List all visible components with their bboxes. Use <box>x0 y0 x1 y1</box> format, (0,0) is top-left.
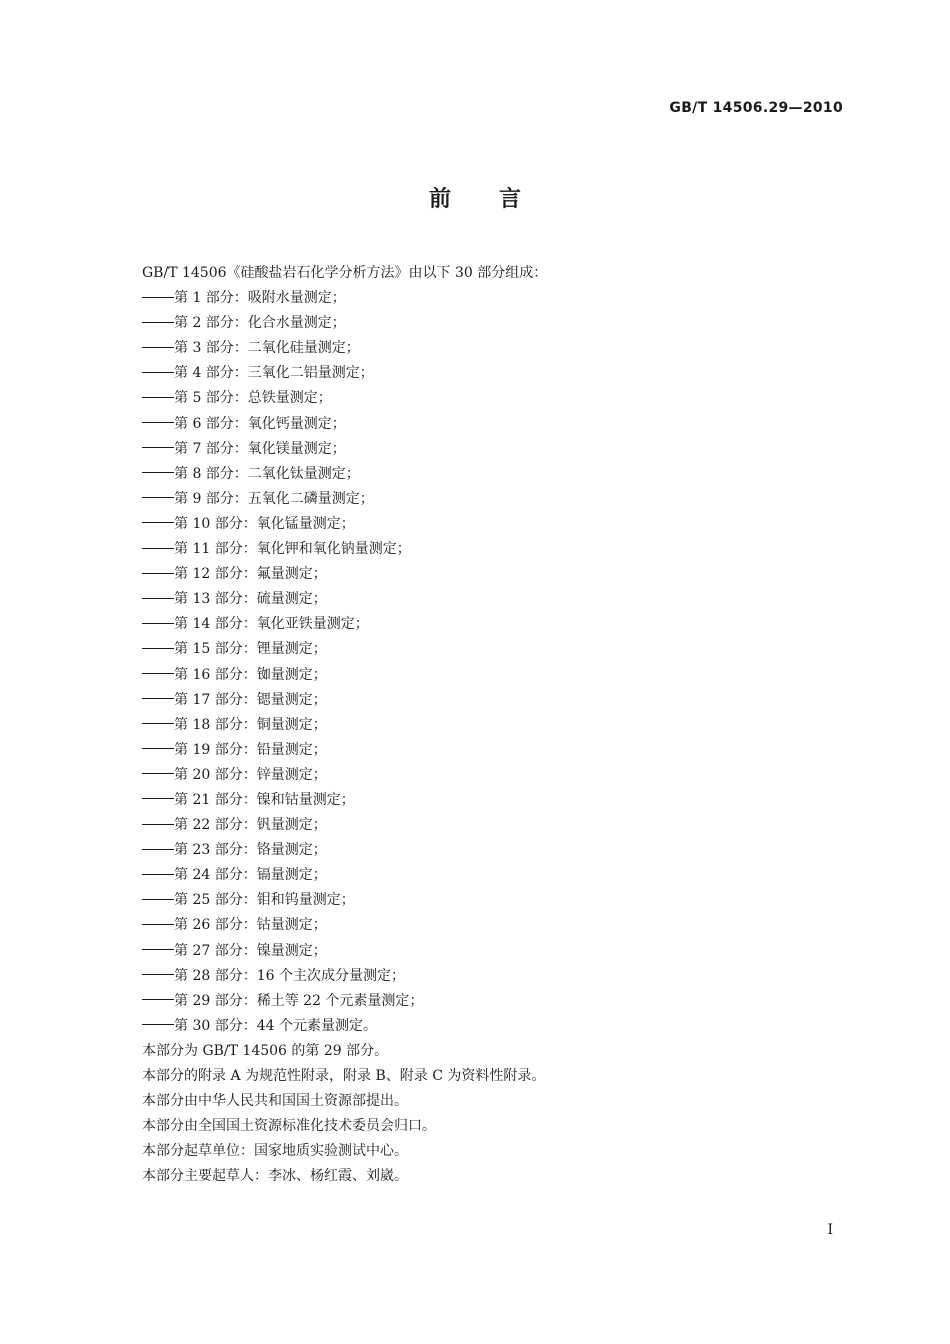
part-item-text: 第 13 部分：硫量测定； <box>174 591 327 608</box>
part-item <box>142 462 842 487</box>
part-item-text: 第 22 部分：钒量测定； <box>174 817 327 834</box>
standard-code: GB/T 14506.29—2010 <box>669 100 843 116</box>
part-item <box>142 612 842 637</box>
dash-bullet <box>142 297 174 298</box>
part-item <box>142 964 842 989</box>
note-line: 本部分为 GB/T 14506 的第 29 部分。 <box>142 1042 389 1059</box>
dash-bullet <box>142 899 174 900</box>
part-item-text: 第 20 部分：锌量测定； <box>174 766 327 783</box>
part-item-text: 第 21 部分：镍和钴量测定； <box>174 791 355 808</box>
dash-bullet <box>142 347 174 348</box>
part-item-text: 第 23 部分：铬量测定； <box>174 842 327 859</box>
dash-bullet <box>142 422 174 423</box>
part-item <box>142 738 842 763</box>
note-line: 本部分由中华人民共和国国土资源部提出。 <box>142 1093 408 1110</box>
dash-bullet <box>142 974 174 975</box>
dash-bullet <box>142 773 174 774</box>
page-title: 前言 <box>428 187 569 212</box>
foreword-body <box>142 261 842 1189</box>
part-item <box>142 386 842 411</box>
part-item-text: 第 1 部分：吸附水量测定； <box>174 290 346 307</box>
dash-bullet <box>142 999 174 1000</box>
part-item-text: 第 26 部分：钴量测定； <box>174 917 327 934</box>
dash-bullet <box>142 824 174 825</box>
part-item-text: 第 2 部分：化合水量测定； <box>174 315 346 332</box>
dash-bullet <box>142 748 174 749</box>
dash-bullet <box>142 798 174 799</box>
part-item <box>142 336 842 361</box>
part-item <box>142 663 842 688</box>
dash-bullet <box>142 723 174 724</box>
part-item <box>142 913 842 938</box>
part-item <box>142 713 842 738</box>
part-item-text: 第 27 部分：镍量测定； <box>174 942 327 959</box>
dash-bullet <box>142 548 174 549</box>
dash-bullet <box>142 874 174 875</box>
part-item-text: 第 16 部分：铷量测定； <box>174 666 327 683</box>
dash-bullet <box>142 573 174 574</box>
parts-list <box>142 286 842 1039</box>
dash-bullet <box>142 949 174 950</box>
dash-bullet <box>142 623 174 624</box>
part-item <box>142 286 842 311</box>
part-item <box>142 813 842 838</box>
dash-bullet <box>142 497 174 498</box>
part-item-text: 第 6 部分：氧化钙量测定； <box>174 415 346 432</box>
part-item-text: 第 12 部分：氟量测定； <box>174 566 327 583</box>
part-item <box>142 637 842 662</box>
dash-bullet <box>142 372 174 373</box>
part-item-text: 第 3 部分：二氧化硅量测定； <box>174 340 360 357</box>
dash-bullet <box>142 322 174 323</box>
dash-bullet <box>142 698 174 699</box>
dash-bullet <box>142 924 174 925</box>
part-item-text: 第 10 部分：氧化锰量测定； <box>174 515 355 532</box>
part-item-text: 第 19 部分：铅量测定； <box>174 741 327 758</box>
part-item <box>142 562 842 587</box>
part-item <box>142 361 842 386</box>
dash-bullet <box>142 1024 174 1025</box>
part-item <box>142 311 842 336</box>
part-item <box>142 487 842 512</box>
dash-bullet <box>142 598 174 599</box>
dash-bullet <box>142 849 174 850</box>
part-item <box>142 888 842 913</box>
part-item <box>142 788 842 813</box>
part-item <box>142 688 842 713</box>
part-item-text: 第 11 部分：氧化钾和氧化钠量测定； <box>174 541 411 558</box>
note-line: 本部分由全国国土资源标准化技术委员会归口。 <box>142 1118 436 1135</box>
dash-bullet <box>142 472 174 473</box>
part-item-text: 第 9 部分：五氧化二磷量测定； <box>174 490 374 507</box>
part-item-text: 第 15 部分：锂量测定； <box>174 641 327 658</box>
part-item-text: 第 25 部分：钼和钨量测定； <box>174 892 355 909</box>
note-line: 本部分主要起草人：李冰、杨红霞、刘崴。 <box>142 1168 408 1185</box>
part-item <box>142 863 842 888</box>
dash-bullet <box>142 673 174 674</box>
part-item-text: 第 14 部分：氧化亚铁量测定； <box>174 616 369 633</box>
part-item <box>142 587 842 612</box>
dash-bullet <box>142 447 174 448</box>
part-item-text: 第 29 部分：稀土等 22 个元素量测定； <box>174 992 424 1009</box>
part-item <box>142 537 842 562</box>
notes-list <box>142 1039 842 1190</box>
intro-line: GB/T 14506《硅酸盐岩石化学分析方法》由以下 30 部分组成： <box>142 265 548 281</box>
part-item-text: 第 30 部分：44 个元素量测定。 <box>174 1017 377 1034</box>
note-line: 本部分起草单位：国家地质实验测试中心。 <box>142 1143 408 1160</box>
part-item <box>142 763 842 788</box>
part-item-text: 第 5 部分：总铁量测定； <box>174 390 332 407</box>
part-item-text: 第 17 部分：锶量测定； <box>174 691 327 708</box>
part-item <box>142 939 842 964</box>
part-item-text: 第 7 部分：氧化镁量测定； <box>174 440 346 457</box>
part-item <box>142 412 842 437</box>
part-item-text: 第 18 部分：铜量测定； <box>174 716 327 733</box>
part-item <box>142 838 842 863</box>
part-item <box>142 1014 842 1039</box>
part-item-text: 第 8 部分：二氧化钛量测定； <box>174 465 360 482</box>
part-item-text: 第 4 部分：三氧化二铝量测定； <box>174 365 374 382</box>
note-line: 本部分的附录 A 为规范性附录，附录 B、附录 C 为资料性附录。 <box>142 1068 546 1084</box>
part-item-text: 第 24 部分：镉量测定； <box>174 867 327 884</box>
page-number: I <box>827 1222 833 1238</box>
part-item-text: 第 28 部分：16 个主次成分量测定； <box>174 967 405 984</box>
part-item <box>142 512 842 537</box>
part-item <box>142 437 842 462</box>
dash-bullet <box>142 397 174 398</box>
dash-bullet <box>142 522 174 523</box>
dash-bullet <box>142 648 174 649</box>
part-item <box>142 989 842 1014</box>
